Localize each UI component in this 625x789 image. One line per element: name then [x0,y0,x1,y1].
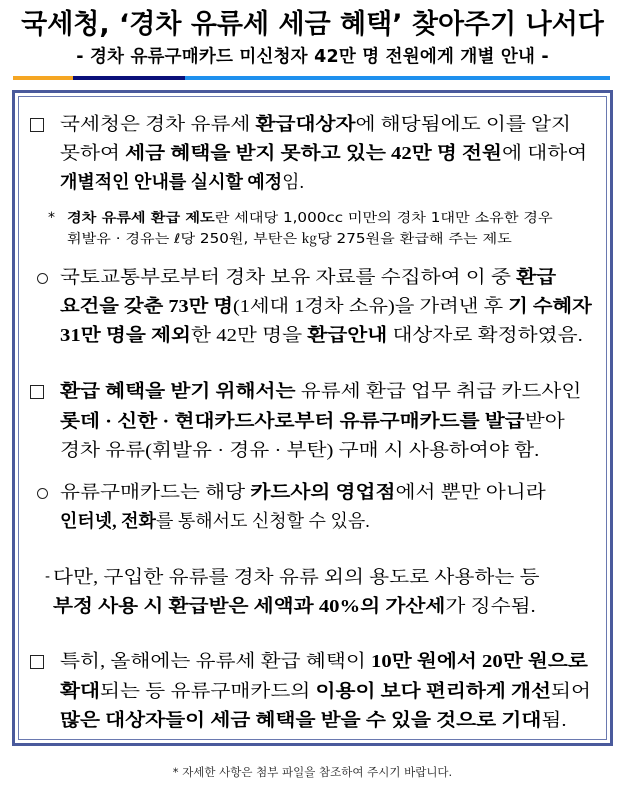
body-text: (1세대 1경차 소유)을 가려낸 후 [232,296,509,316]
summary-line [60,706,567,736]
summary-line [60,647,588,677]
summary-line [60,263,556,292]
accent-divider-bar [13,76,610,80]
square-bullet-icon [30,118,44,132]
body-text: 한 42만 명을 [191,325,308,345]
emphasized-text: 인터넷, 전화 [60,511,156,531]
emphasized-text: 환급안내 [307,325,388,345]
body-text: 국토교통부로부터 경차 보유 자료를 수집하여 이 중 [60,267,517,287]
press-release-subtitle: - 경차 유류구매카드 미신청자 42만 명 전원에게 개별 안내 - [76,47,549,67]
summary-line [53,563,540,592]
body-text: 경차 유류(휘발유 · 경유 · 부탄) 구매 시 사용하여야 함. [60,440,540,460]
summary-line [60,407,565,437]
body-text: 못하여 [60,143,126,163]
asterisk-bullet-icon: * [48,210,55,226]
emphasized-text: 요건을 갖춘 73만 명 [60,296,233,316]
summary-line [60,110,571,139]
body-text: 휘발유 · 경유는 ℓ당 250원, 부탄은 ㎏당 275원을 환급해 주는 제도 [67,232,512,247]
summary-line [60,478,546,507]
accent-bar-orange [13,76,73,80]
emphasized-text: 환급 혜택을 받기 위해서는 [60,381,296,401]
emphasized-text: 31만 명을 제외 [60,325,192,345]
emphasized-text: 많은 대상자들이 세금 혜택을 받을 수 있을 것으로 기대 [60,710,542,730]
emphasized-text: 환급 [516,267,557,287]
dash-bullet-icon: - [45,569,51,585]
emphasized-text: 이용이 보다 편리하게 개선 [315,680,551,701]
summary-line [67,229,512,250]
emphasized-text: 환급대상자 [255,114,356,134]
body-text: 국세청은 경차 유류세 [60,114,256,134]
body-text: 대상자로 확정하였음. [387,325,583,345]
emphasized-text: 개별적인 안내를 실시할 예정 [60,172,283,192]
summary-line [60,377,581,407]
body-text: 에 대하여 [502,143,588,163]
body-text: 받아 [524,410,565,431]
emphasized-text: 세금 혜택을 받지 못하고 있는 42만 명 전원 [125,143,503,163]
body-text: 에 해당됨에도 이를 알지 [355,114,571,134]
body-text: 임. [282,172,305,192]
body-text: 에서 뿐만 아니라 [395,482,546,502]
square-bullet-icon [30,655,44,669]
emphasized-text: 부정 사용 시 환급받은 세액과 40%의 가산세 [53,596,446,616]
body-text: 특히, 올해에는 유류세 환급 혜택이 [60,651,372,671]
emphasized-text: 경차 유류세 환급 제도 [67,211,215,226]
footer-note: * 자세한 사항은 첨부 파일을 참조하여 주시기 바랍니다. [172,765,453,779]
press-release-title: 국세청, ‘경차 유류세 세금 혜택’ 찾아주기 나서다 [21,9,604,40]
emphasized-text: 카드사의 영업점 [250,482,396,502]
body-text: 를 통해서도 신청할 수 있음. [155,511,370,531]
summary-line [67,208,553,229]
summary-line [60,507,370,536]
summary-line [60,677,591,707]
body-text: 란 세대당 1,000cc 미만의 경차 1대만 소유한 경우 [214,211,553,226]
summary-line [53,592,536,621]
summary-line [60,321,583,350]
accent-bar-navy [73,76,185,80]
emphasized-text: 10만 원에서 20만 원으로 [371,651,588,671]
body-text: 가 징수됨. [445,596,536,616]
summary-line [60,292,592,321]
circle-bullet-icon [37,273,48,284]
circle-bullet-icon [37,488,48,499]
square-bullet-icon [30,385,44,399]
body-text: 됨. [541,710,567,730]
summary-line [60,139,587,168]
body-text: 유류구매카드는 해당 [60,482,251,502]
summary-line [60,436,539,466]
summary-line [60,168,304,197]
accent-bar-blue [185,76,610,80]
body-text: 유류세 환급 업무 취급 카드사인 [295,381,582,401]
emphasized-text: 기 수혜자 [508,296,592,316]
body-text: 되어 [550,680,591,701]
emphasized-text: 롯데 · 신한 · 현대카드사로부터 유류구매카드를 발급 [60,410,525,431]
body-text: 다만, 구입한 유류를 경차 유류 외의 용도로 사용하는 등 [53,567,540,587]
emphasized-text: 확대 [60,680,100,701]
body-text: 되는 등 유류구매카드의 [99,680,316,701]
